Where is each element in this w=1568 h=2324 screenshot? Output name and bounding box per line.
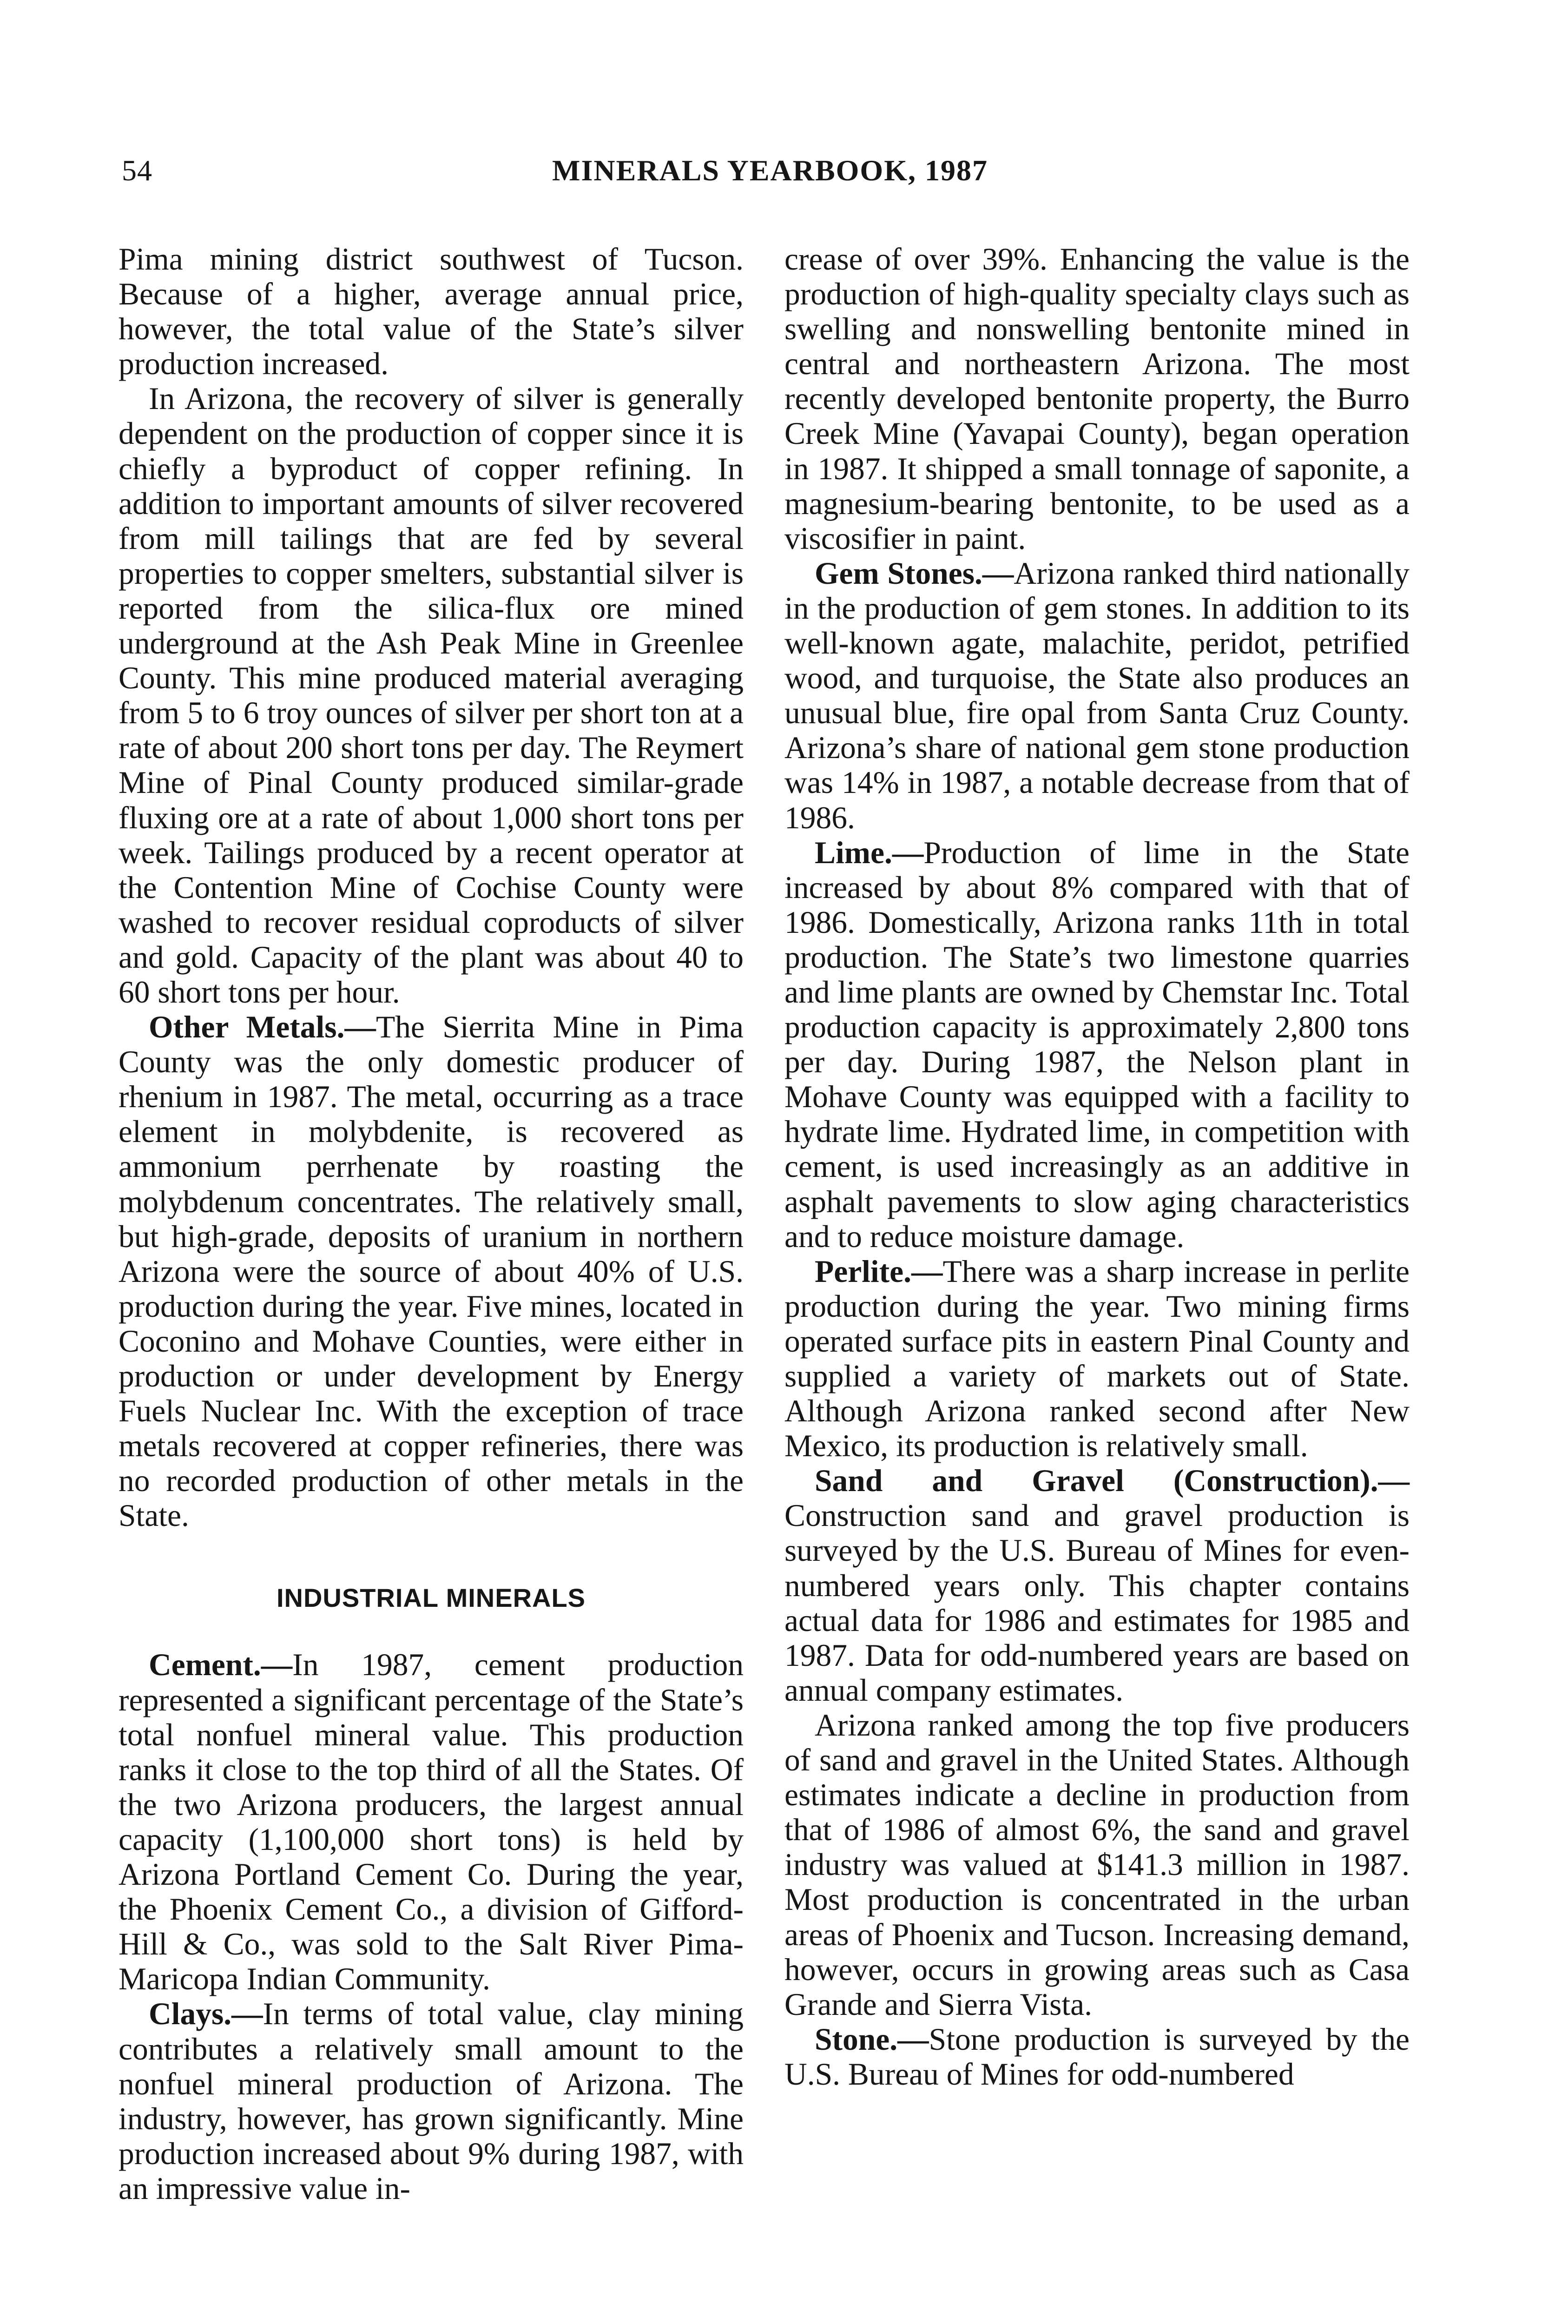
subheading-clays: Clays.— <box>149 1996 263 2032</box>
lime-text: Production of lime in the State increased by about 8% compared with that of 1986. Domestically, Arizona ranks 11th in total production. The State’s two limestone quarries and lime plants are owned by Chemstar Inc. Total production capacity is approximately 2,800 tons per day. During 1987, the Nelson plant in Mohave County was equipped with a facility to hydrate lime. Hydrated lime, in competition with cement, is used increasingly as an additive in asphalt pavements to slow aging characteristics and to reduce moisture damage. <box>784 835 1410 1254</box>
subheading-sand-gravel: Sand and Gravel (Construction).— <box>815 1463 1410 1499</box>
running-title: MINERALS YEARBOOK, 1987 <box>552 154 988 187</box>
paragraph-sand-gravel-ranking: Arizona ranked among the top five producers of sand and gravel in the United States. Although estimates indicate a decline in production from that of 1986 of almost 6%, the sand and gravel industry was valued at $141.3 million in 1987. Most production is concentrated in the urban areas of Phoenix and Tucson. Increasing demand, however, occurs in growing areas such as Casa Grande and Sierra Vista. <box>784 1707 1410 2022</box>
cement-text: In 1987, cement production represented a significant percentage of the State’s total nonfuel mineral value. This production ranks it close to the top third of all the States. Of the two Arizona producers, the largest annual capacity (1,100,000 short tons) is held by Arizona Portland Cement Co. During the year, the Phoenix Cement Co., a division of Gifford-Hill & Co., was sold to the Salt River Pima-Maricopa Indian Community. <box>119 1647 744 1997</box>
other-metals-text: The Sierrita Mine in Pima County was the only domestic producer of rhenium in 1987. The metal, occurring as a trace element in molybdenite, is recovered as ammonium perrhenate by roasting the molybdenum concentrates. The relatively small, but high-grade, deposits of uranium in northern Arizona were the source of about 40% of U.S. production during the year. Five mines, located in Coconino and Mohave Counties, were either in production or under development by Energy Fuels Nuclear Inc. With the exception of trace metals recovered at copper refineries, there was no recorded production of other metals in the State. <box>119 1010 744 1533</box>
subheading-other-metals: Other Metals.— <box>149 1010 376 1045</box>
paragraph-gem-stones <box>784 556 1410 835</box>
right-column <box>784 242 1410 2092</box>
section-heading-industrial-minerals: INDUSTRIAL MINERALS <box>276 1583 586 1613</box>
paragraph-perlite <box>784 1254 1410 1464</box>
subheading-cement: Cement.— <box>149 1647 293 1683</box>
paragraph-cement <box>119 1647 744 1996</box>
paragraph-clays-continued: crease of over 39%. Enhancing the value is the production of high-quality specialty clays such as swelling and nonswelling bentonite mined in central and northeastern Arizona. The most recently developed bentonite property, the Burro Creek Mine (Yavapai County), began operation in 1987. It shipped a small tonnage of saponite, a magnesium-bearing bentonite, to be used as a viscosifier in paint. <box>784 242 1410 556</box>
subheading-perlite: Perlite.— <box>815 1254 943 1289</box>
gem-stones-text: Arizona ranked third nationally in the production of gem stones. In addition to its well-known agate, malachite, peridot, petrified wood, and turquoise, the State also produces an unusual blue, fire opal from Santa Cruz County. Arizona’s share of national gem stone production was 14% in 1987, a notable decrease from that of 1986. <box>784 555 1410 835</box>
paragraph-sand-gravel <box>784 1463 1410 1708</box>
paragraph-stone <box>784 2022 1410 2092</box>
paragraph-other-metals <box>119 1010 744 1533</box>
clays-text: In terms of total value, clay mining contributes a relatively small amount to the nonfuel mineral production of Arizona. The industry, however, has grown significantly. Mine production increased about 9% during 1987, with an impressive value in- <box>119 1996 744 2206</box>
paragraph-silver-continued: Pima mining district southwest of Tucson. Because of a higher, average annual price, however, the total value of the State’s silver production increased. <box>119 242 744 382</box>
subheading-lime: Lime.— <box>815 835 924 870</box>
subheading-stone: Stone.— <box>815 2021 929 2057</box>
page-number: 54 <box>122 154 152 187</box>
sand-gravel-text: Construction sand and gravel production is surveyed by the U.S. Bureau of Mines for even-numbered years only. This chapter contains actual data for 1986 and estimates for 1985 and 1987. Data for odd-numbered years are based on annual company estimates. <box>784 1498 1410 1708</box>
paragraph-clays <box>119 1996 744 2206</box>
left-column <box>119 242 744 2206</box>
perlite-text: There was a sharp increase in perlite production during the year. Two mining firms operated surface pits in eastern Pinal County and supplied a variety of markets out of State. Although Arizona ranked second after New Mexico, its production is relatively small. <box>784 1254 1410 1464</box>
stone-text: Stone production is surveyed by the U.S. Bureau of Mines for odd-numbered <box>784 2021 1410 2092</box>
paragraph-silver-recovery: In Arizona, the recovery of silver is generally dependent on the production of copper since it is chiefly a byproduct of copper refining. In addition to important amounts of silver recovered from mill tailings that are fed by several properties to copper smelters, substantial silver is reported from the silica-flux ore mined underground at the Ash Peak Mine in Greenlee County. This mine produced material averaging from 5 to 6 troy ounces of silver per short ton at a rate of about 200 short tons per day. The Reymert Mine of Pinal County produced similar-grade fluxing ore at a rate of about 1,000 short tons per week. Tailings produced by a recent operator at the Contention Mine of Cochise County were washed to recover residual coproducts of silver and gold. Capacity of the plant was about 40 to 60 short tons per hour. <box>119 381 744 1010</box>
paragraph-lime <box>784 835 1410 1254</box>
subheading-gem-stones: Gem Stones.— <box>815 555 1014 591</box>
